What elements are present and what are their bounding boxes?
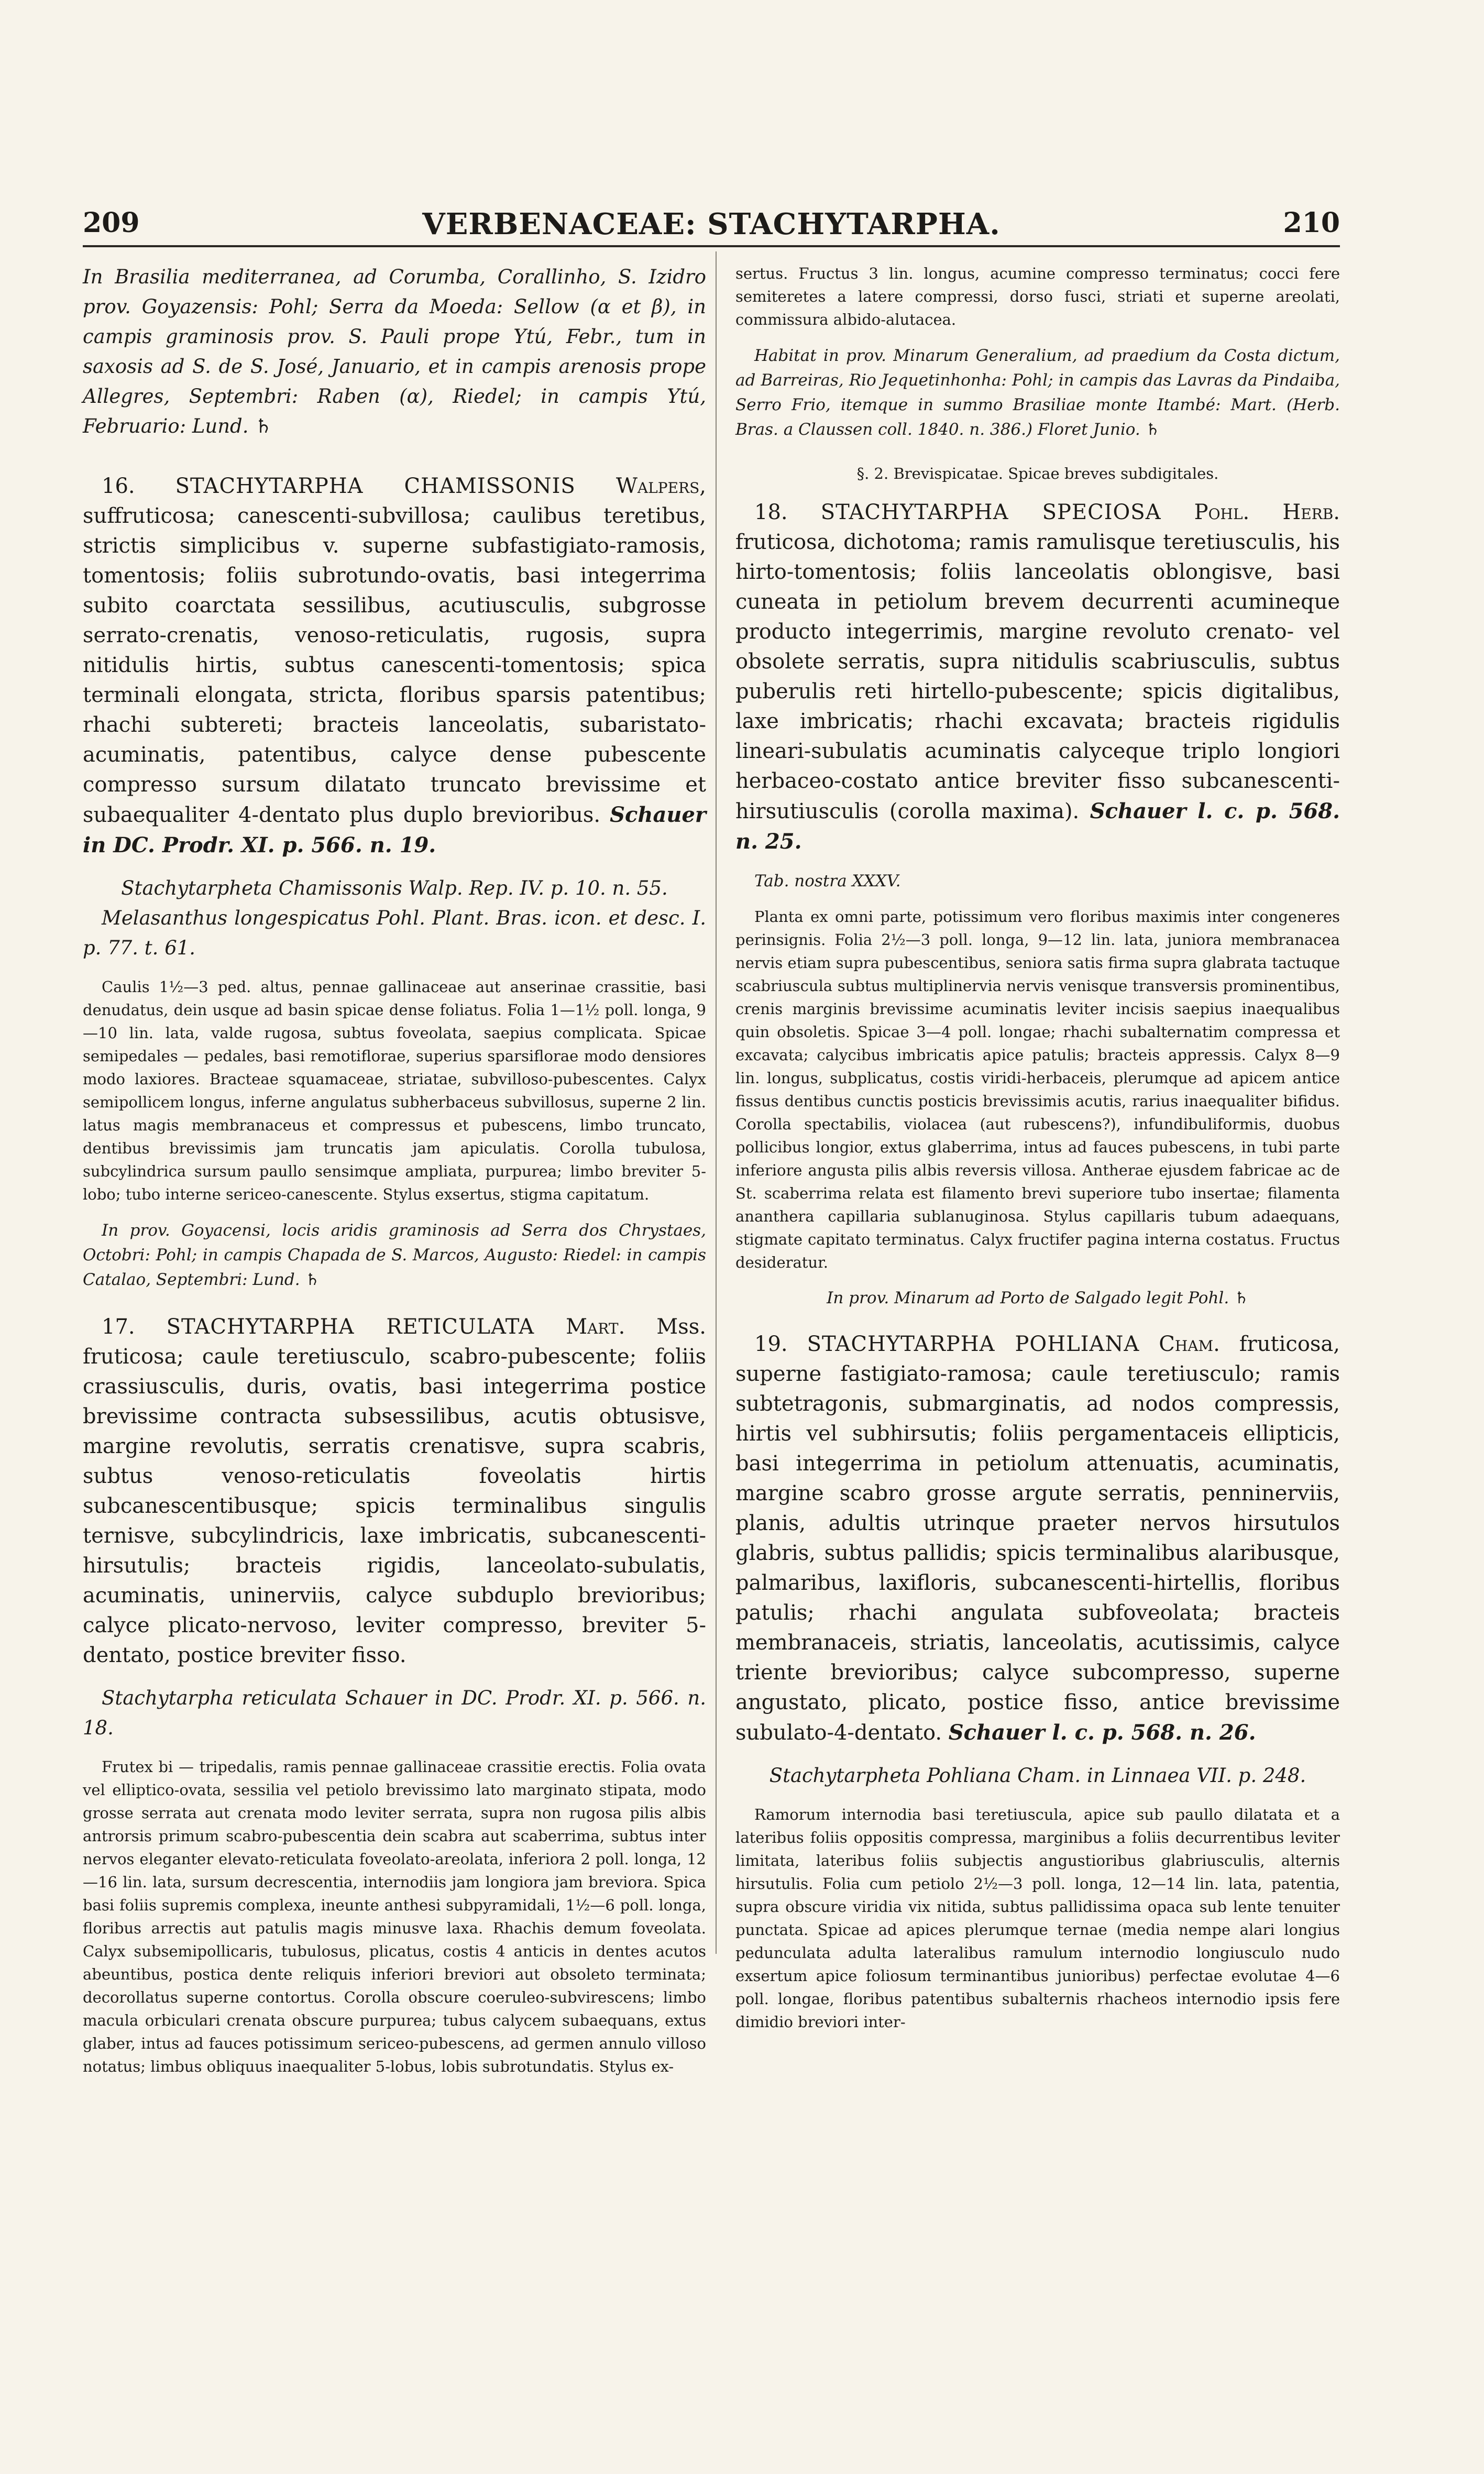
synonym: Melasanthus longespicatus Pohl. Plant. Bras. icon. et desc. I. p. 77. t. 61.: [83, 907, 706, 959]
synonym: Stachytarpha reticulata Schauer in DC. Prodr. XI. p. 566. n. 18.: [83, 1687, 706, 1739]
species-author: Mart.: [566, 1315, 625, 1339]
species-description: Ramorum internodia basi teretiuscula, apice sub paullo dilatata et a lateribus foliis oppositis compressa, marginibus a foliis decurrentibus leviter limitata, lateribus foliis subjectis angustioribus glabriusculis, alternis hirsutulis. Folia cum petiolo 2½—3 poll. longa, 12—14 lin. lata, patentia, supra obscure viridia vix nitida, subtus pallidissima opaca sub lente tenuiter punctata. Spicae ad apices plerumque ternae (media nempe alari longius pedunculata adulta lateralibus ramulum internodio longiusculo nudo exsertum apice foliosum terminantibus junioribus) perfectae evolutae 4—6 poll. longae, floribus patentibus subalternis rhacheos internodio ipsis fere dimidio breviori inter-: [735, 1806, 1340, 2031]
species-number: 17.: [102, 1315, 135, 1339]
species-name: STACHYTARPHA SPECIOSA: [820, 500, 1161, 524]
right-column: [735, 262, 1340, 2033]
species-number: 16.: [102, 474, 135, 498]
species-author: Cham.: [1159, 1332, 1220, 1356]
habitat-15: In Brasilia mediterranea, ad Corumba, Corallinho, S. Izidro prov. Goyazensis: Pohl; Serra da Moeda: Sellow (α et β), in campis graminosis prov. S. Pauli prope Ytú, Febr., tum in saxosis ad S. de S. José, Januario, et in campis arenosis prope Allegres, Septembri: Raben (α), Riedel; in campis Ytú, Februario: Lund. ♄: [83, 266, 706, 437]
page-number-right: 210: [1283, 207, 1340, 239]
species-reference: Schauer l. c. p. 568. n. 26.: [948, 1720, 1256, 1745]
species-author: Walpers,: [615, 474, 706, 498]
habitat-18: In prov. Minarum ad Porto de Salgado legit Pohl. ♄: [827, 1289, 1249, 1307]
species-diagnosis: Mss. fruticosa; caule teretiusculo, scabro-pubescente; foliis crassiusculis, duris, ovatis, basi integerrima postice brevissime contracta subsessilibus, acutis obtusisve, margine revolutis, serratis crenatisve, supra scabris, subtus venoso-reticulatis foveolatis hirtis subcanescentibusque; spicis terminalibus singulis ternisve, subcylindricis, laxe imbricatis, subcanescenti-hirsutulis; bracteis rigidis, lanceolato-subulatis, acuminatis, uninerviis, calyce subduplo brevioribus; calyce plicato-nervoso, leviter compresso, breviter 5-dentato, postice breviter fisso.: [83, 1315, 707, 1667]
species-description: Caulis 1½—3 ped. altus, pennae gallinaceae aut anserinae crassitie, basi denudatus, dein usque ad basin spicae dense foliatus. Folia 1—1½ poll. longa, 9—10 lin. lata, valde rugosa, subtus foveolata, saepius complicata. Spicae semipedales — pedales, basi remotiflorae, superius sparsiflorae modo densiores modo laxiores. Bracteae squamaceae, striatae, subvilloso-pubescentes. Calyx semipollicem longus, inferne angulatus subherbaceus subvillosus, superne 2 lin. latus magis membranaceus et compressus et pubescens, limbo truncato, dentibus brevissimis jam truncatis jam apiculatis. Corolla tubulosa, subcylindrica sursum paullo sensimque ampliata, purpurea; limbo breviter 5-lobo; tubo interne sericeo-canescente. Stylus exsertus, stigma capitatum.: [83, 978, 706, 1203]
species-description-continued: sertus. Fructus 3 lin. longus, acumine compresso terminatus; cocci fere semiteretes a latere compressi, dorso fusci, striati et superne areolati, commissura albido-alutacea.: [735, 265, 1340, 328]
species-16-heading: [83, 471, 706, 861]
habitat-16: In prov. Goyacensi, locis aridis graminosis ad Serra dos Chrystaes, Octobri: Pohl; in campis Chapada de S. Marcos, Augusto: Riedel: in campis Catalao, Septembri: Lund. ♄: [83, 1221, 706, 1289]
species-description: Planta ex omni parte, potissimum vero floribus maximis inter congeneres perinsignis. Folia 2½—3 poll. longa, 9—12 lin. lata, juniora membranacea nervis etiam supra pubescentibus, seniora satis firma supra glabrata tactuque scabriuscula subtus multiplinervia nervis venisque transversis prominentibus, crenis marginis brevissime acuminatis leviter incisis saepius inaequalibus quin obsoletis. Spicae 3—4 poll. longae; rhachi subalternatim compressa et excavata; calycibus imbricatis apice patulis; bracteis appressis. Calyx 8—9 lin. longus, subplicatus, costis viridi-herbaceis, plerumque ad apicem antice fissus dentibus cunctis posticis brevissimis acutis, rarius inaequaliter bifidus. Corolla spectabilis, violacea (aut rubescens?), infundibuliformis, duobus pollicibus longior, extus glaberrima, intus ad fauces pubescens, in tubi parte inferiore angusta pilis albis reversis villosa. Antherae ejusdem fabricae ac de St. scaberrima relata est filamento brevi superiore tubo insertae; filamenta ananthera capillaria sublanuginosa. Stylus capillaris tubum adaequans, stigmate capitato terminatus. Calyx fructifer pagina interna costatus. Fructus desideratur.: [735, 908, 1340, 1271]
habitat-17: Habitat in prov. Minarum Generalium, ad praedium da Costa dictum, ad Barreiras, Rio Jequetinhonha: Pohl; in campis das Lavras da Pindaiba, Serro Frio, itemque in summo Brasiliae monte Itambé: Mart. (Herb. Bras. a Claussen coll. 1840. n. 386.) Floret Junio. ♄: [735, 346, 1340, 439]
species-19-heading: [735, 1329, 1340, 1748]
plate-reference: Tab. nostra XXXV.: [754, 872, 901, 890]
left-column: [83, 262, 706, 2078]
synonym: Stachytarpheta Pohliana Cham. in Linnaea VII. p. 248.: [769, 1764, 1306, 1787]
page-header: [83, 207, 1340, 244]
section-heading: §. 2. Brevispicatae. Spicae breves subdigitales.: [856, 465, 1219, 482]
species-18-heading: [735, 498, 1340, 857]
species-reference: Schauer l. c. p. 568. n. 25.: [735, 799, 1340, 854]
species-description: Frutex bi — tripedalis, ramis pennae gallinaceae crassitie erectis. Folia ovata vel elliptico-ovata, sessilia vel petiolo brevissimo lato marginato stipata, modo grosse serrata aut crenata modo leviter serrata, supra non rugosa pilis albis antrorsis primum scabro-pubescentia dein scabra aut scaberrima, subtus inter nervos eleganter elevato-reticulata foveolato-areolata, inferiora 2 poll. longa, 12—16 lin. lata, sursum decrescentia, internodiis jam longiora jam breviora. Spica basi foliis supremis complexa, ineunte anthesi subpyramidali, 1½—6 poll. longa, floribus arrectis aut patulis magis minusve laxa. Rhachis demum foveolata. Calyx subsemipollicaris, tubulosus, plicatus, costis 4 anticis in dentes acutos abeuntibus, postica dente reliquis inferiori breviori aut obsoleto terminata; decorollatus superne contortus. Corolla obscure coeruleo-subvirescens; limbo macula orbiculari crenata obscure purpurea; tubus calycem subaequans, extus glaber, intus ad fauces potissimum sericeo-pubescens, ad germen annulo villoso notatus; limbus obliquus inaequaliter 5-lobus, lobis subrotundatis. Stylus ex-: [83, 1758, 706, 2075]
species-diagnosis: fruticosa, dichotoma; ramis ramulisque teretiusculis, his hirto-tomentosis; foliis lanceolatis oblongisve, basi cuneata in petiolum brevem decurrenti acumineque producto integerrimis, margine revoluto crenato- vel obsolete serratis, supra nitidulis scabriusculis, subtus puberulis reti hirtello-pubescente; spicis digitalibus, laxe imbricatis; rhachi excavata; bracteis rigidulis lineari-subulatis acuminatis calyceque triplo longiori herbaceo-costato antice breviter fisso subcanescenti-hirsutiusculis (corolla maxima).: [735, 530, 1340, 823]
synonym: Stachytarpheta Chamissonis Walp. Rep. IV. p. 10. n. 55.: [121, 877, 668, 899]
header-rule: [83, 245, 1340, 247]
column-divider: [716, 251, 717, 1954]
species-number: 19.: [754, 1332, 788, 1356]
page-number-left: 209: [83, 207, 140, 239]
species-name: STACHYTARPHA CHAMISSONIS: [175, 474, 576, 498]
species-diagnosis: fruticosa, superne fastigiato-ramosa; caule teretiusculo; ramis subtetragonis, submarginatis, ad nodos compressis, hirtis vel subhirsutis; foliis pergamentaceis ellipticis, basi integerrima in petiolum attenuatis, acuminatis, margine scabro grosse argute serratis, penninerviis, planis, adultis utrinque praeter nervos hirsutulos glabris, subtus pallidis; spicis terminalibus alaribusque, palmaribus, laxifloris, subcanescenti-hirtellis, floribus patulis; rhachi angulata subfoveolata; bracteis membranaceis, striatis, lanceolatis, acutissimis, calyce triente brevioribus; calyce subcompresso, superne angustato, plicato, postice fisso, antice brevissime subulato-4-dentato.: [735, 1332, 1340, 1745]
species-17-heading: [83, 1312, 706, 1670]
running-title: VERBENACEAE: STACHYTARPHA.: [422, 207, 1001, 241]
species-name: STACHYTARPHA RETICULATA: [166, 1315, 535, 1339]
species-diagnosis: suffruticosa; canescenti-subvillosa; caulibus teretibus, strictis simplicibus v. superne subfastigiato-ramosis, tomentosis; foliis subrotundo-ovatis, basi integerrima subito coarctata sessilibus, acutiusculis, subgrosse serrato-crenatis, venoso-reticulatis, rugosis, supra nitidulis hirtis, subtus canescenti-tomentosis; spica terminali elongata, stricta, floribus sparsis patentibus; rhachi subtereti; bracteis lanceolatis, subaristato-acuminatis, patentibus, calyce dense pubescente compresso sursum dilatato truncato brevissime et subaequaliter 4-dentato plus duplo brevioribus.: [83, 504, 706, 827]
species-name: STACHYTARPHA POHLIANA: [807, 1332, 1140, 1356]
species-author: Pohl. Herb.: [1194, 500, 1340, 524]
species-reference: Schauer in DC. Prodr. XI. p. 566. n. 19.: [83, 802, 707, 857]
species-number: 18.: [754, 500, 788, 524]
